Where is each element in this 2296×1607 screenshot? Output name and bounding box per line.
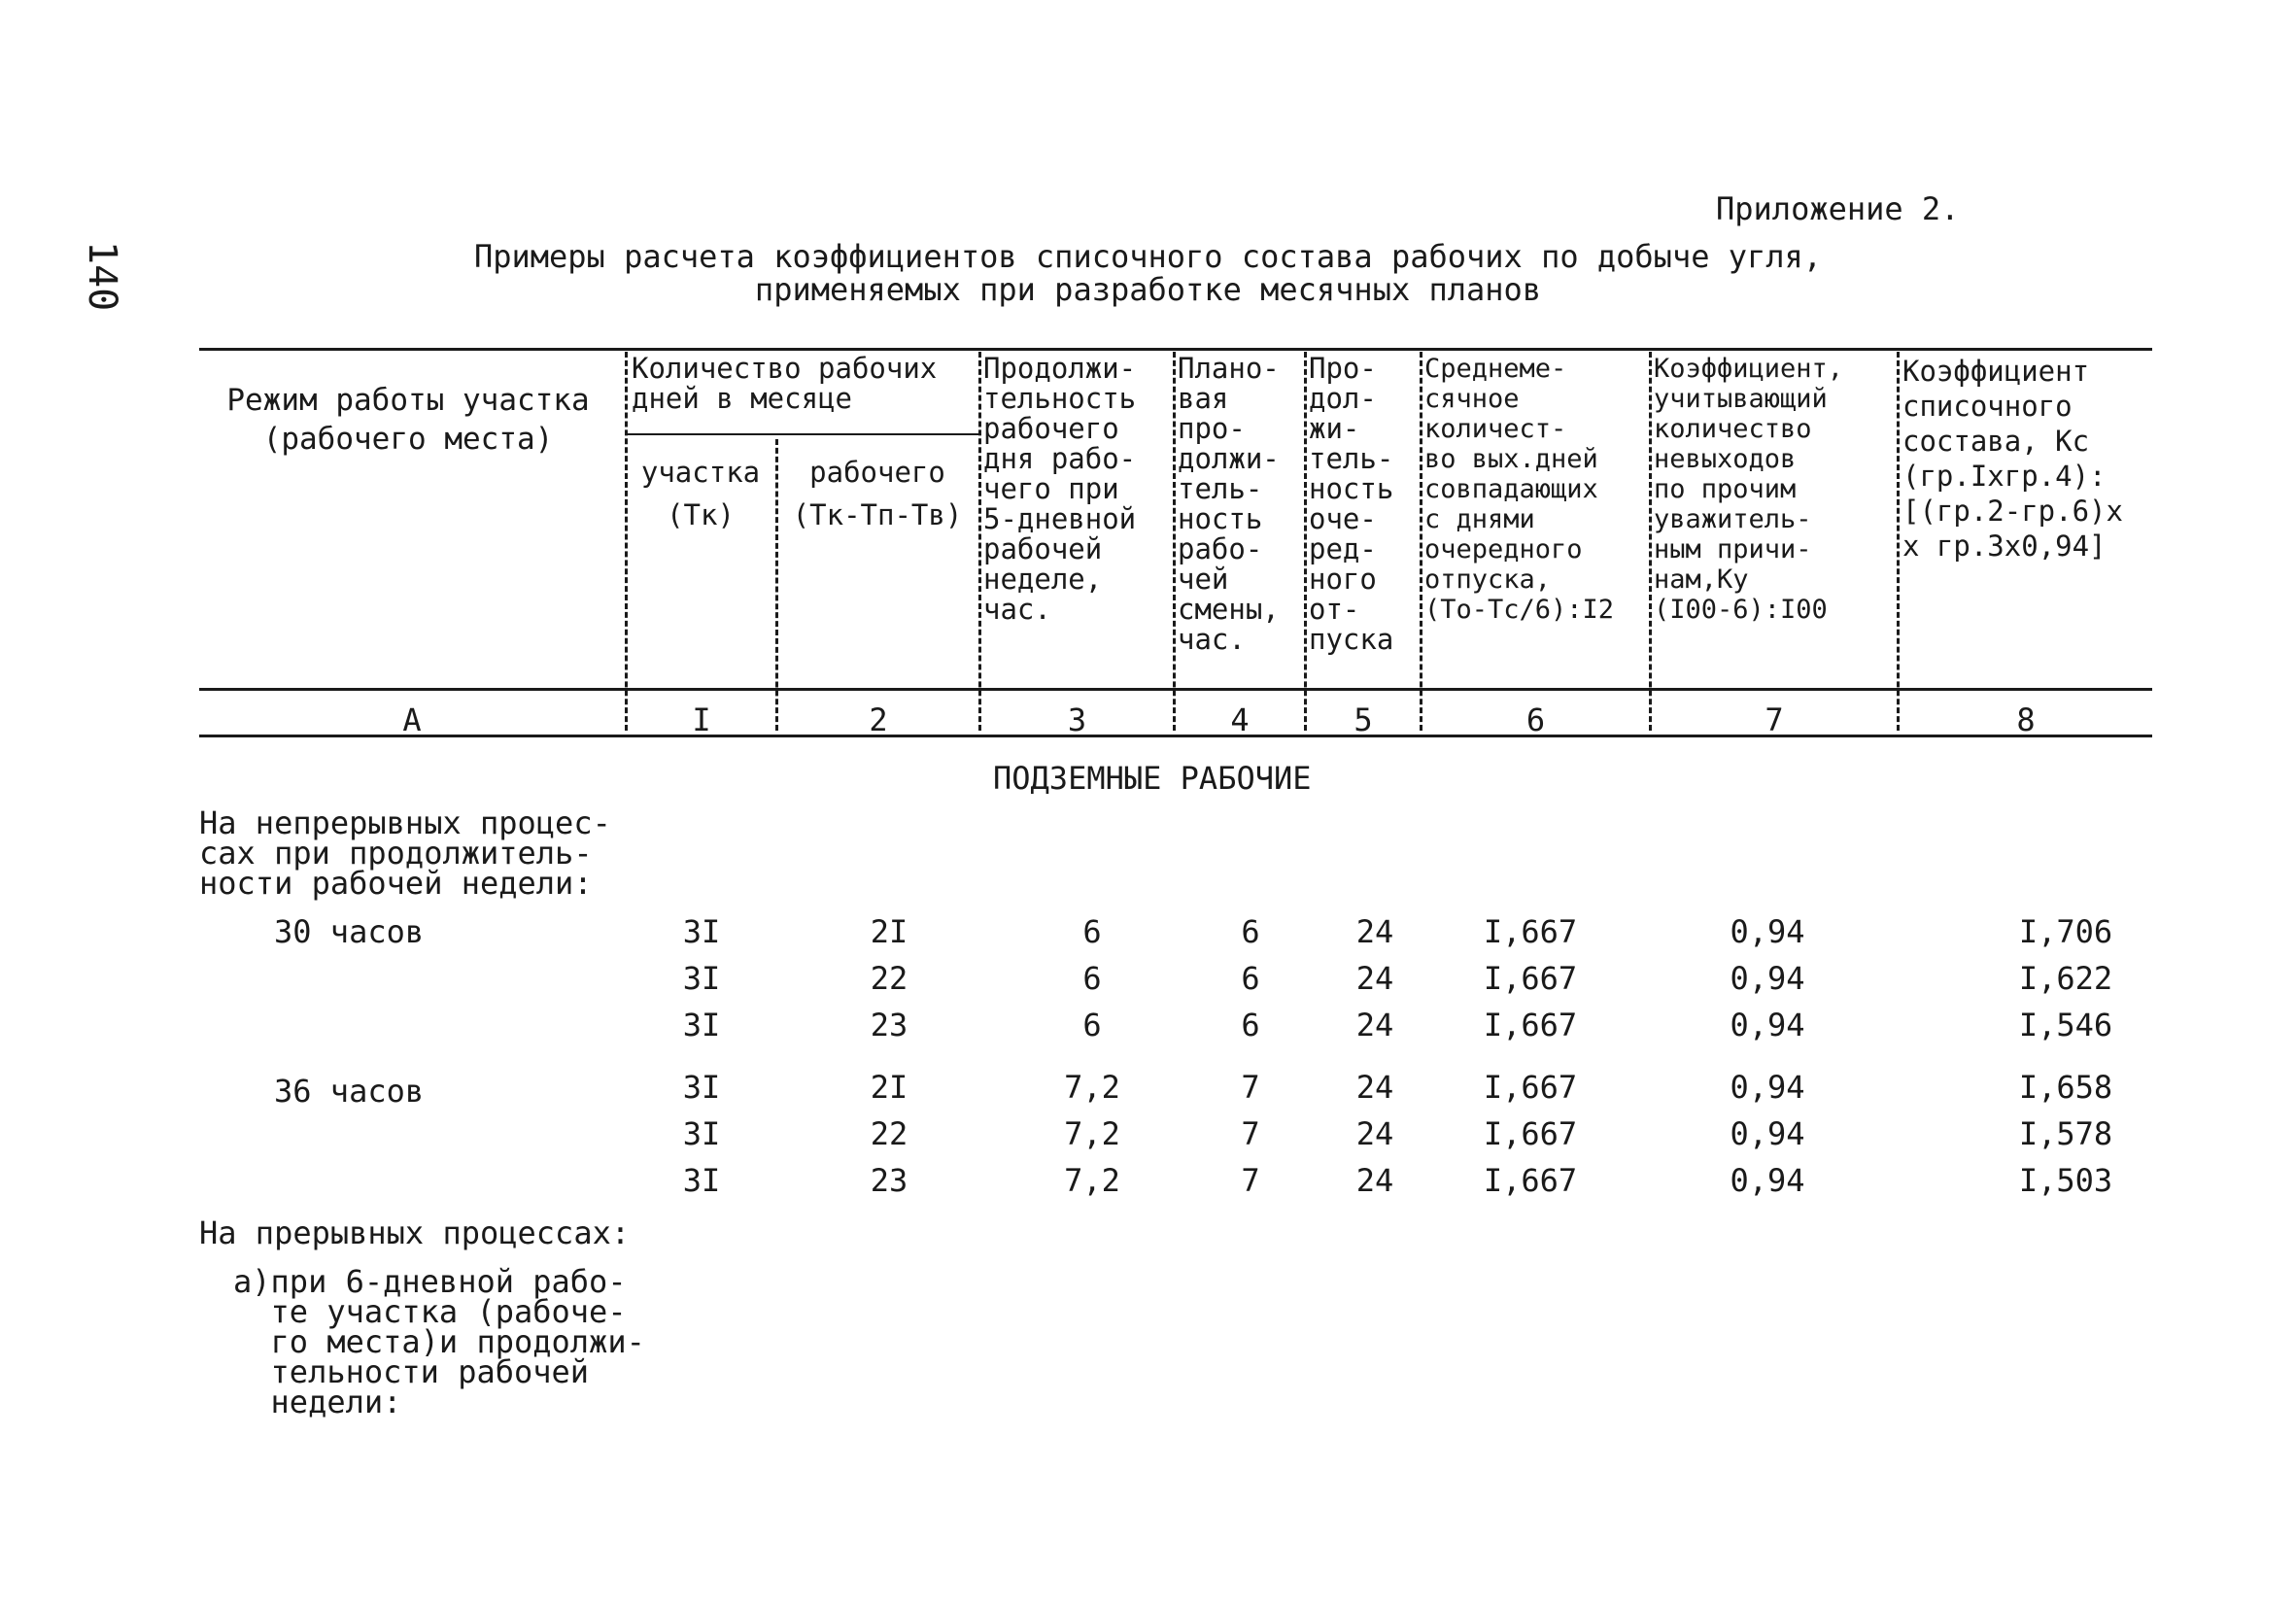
table-cell: 23 (870, 1007, 908, 1043)
table-cell: I,667 (1483, 913, 1578, 950)
table-cell: 2I (870, 1069, 908, 1106)
table-cell: 3I (682, 913, 721, 950)
table-cell: 0,94 (1730, 1115, 1805, 1152)
data-table (641, 913, 2241, 1209)
table-cell: 6 (1241, 960, 1260, 997)
label-continuous: На непрерывных процес- сах при продолжитель- ности рабочей недели: (199, 804, 611, 902)
column-divider (625, 352, 628, 731)
table-cell: I,578 (2018, 1115, 2113, 1152)
table-cell: 6 (1082, 960, 1102, 997)
header-bottom-rule (199, 688, 2152, 691)
table-cell: I,667 (1483, 1069, 1578, 1106)
table-cell: 0,94 (1730, 1069, 1805, 1106)
table-cell: 7 (1241, 1162, 1260, 1199)
page-number: 140 (80, 241, 124, 312)
table-cell: 7,2 (1064, 1069, 1120, 1106)
table-cell: 23 (870, 1162, 908, 1199)
label-30-hours: 30 часов (274, 913, 425, 950)
table-row (641, 1007, 2241, 1053)
column-number: 7 (1765, 701, 1784, 738)
table-cell: 6 (1082, 913, 1102, 950)
column-divider (775, 439, 778, 731)
appendix-label: Приложение 2. (1716, 190, 1960, 227)
column-divider (1897, 352, 1900, 731)
table-row (641, 1053, 2241, 1115)
table-cell: 3I (682, 1007, 721, 1043)
table-cell: I,706 (2018, 913, 2113, 950)
table-cell: 7 (1241, 1115, 1260, 1152)
column-divider (1420, 352, 1422, 731)
header-col4: Плано- вая про- должи- тель- ность рабо- чей смены, час. (1178, 352, 1280, 656)
header-col7: Коэффициент, учитывающий количество невыходов по прочим уважитель- ным причи- нам,Ку (I00-6):I00 (1654, 354, 1844, 625)
column-divider (978, 352, 981, 731)
table-cell: 3I (682, 1162, 721, 1199)
table-cell: 3I (682, 1115, 721, 1152)
table-cell: 22 (870, 1115, 908, 1152)
table-cell: 6 (1241, 1007, 1260, 1043)
table-cell: I,667 (1483, 1115, 1578, 1152)
header-days-group: Количество рабочих дней в месяце (632, 352, 938, 415)
column-number: 5 (1354, 701, 1373, 738)
document-title-line-2: применяемых при разработке месячных планов (754, 271, 1542, 308)
column-number: I (692, 701, 711, 738)
table-row (641, 960, 2241, 1007)
table-cell: 24 (1355, 913, 1394, 950)
section-title: ПОДЗЕМНЫЕ РАБОЧИЕ (993, 760, 1312, 797)
label-intermittent: На прерывных процессах: (199, 1214, 631, 1251)
table-cell: 7,2 (1064, 1115, 1120, 1152)
column-number: 3 (1067, 701, 1087, 738)
column-number: 8 (2016, 701, 2036, 738)
table-cell: I,546 (2018, 1007, 2113, 1043)
column-divider (1173, 352, 1176, 731)
table-cell: I,667 (1483, 1007, 1578, 1043)
data-table-body (641, 913, 2241, 1209)
column-number: 4 (1230, 701, 1250, 738)
header-days-worker: рабочего (Тк-Тп-Тв) (792, 456, 963, 531)
label-sub-a: а)при 6-дневной рабо- те участка (рабоче- го места)и продолжи- тельности рабочей недели: (233, 1263, 645, 1420)
header-mode: Режим работы участка (рабочего места) (226, 383, 590, 457)
label-36-hours: 36 часов (274, 1073, 425, 1110)
table-cell: 7,2 (1064, 1162, 1120, 1199)
header-days-sector: участка (Тк) (640, 456, 761, 531)
table-cell: 0,94 (1730, 960, 1805, 997)
table-cell: 3I (682, 1069, 721, 1106)
table-cell: 0,94 (1730, 913, 1805, 950)
header-col8: Коэффициент списочного состава, Кс (гр.Iхгр.4): [(гр.2-гр.6)х х гр.3х0,94] (1902, 355, 2123, 563)
table-cell: 24 (1355, 960, 1394, 997)
table-cell: 6 (1241, 913, 1260, 950)
table-top-rule (199, 348, 2152, 351)
column-number: 2 (869, 701, 888, 738)
table-cell: I,622 (2018, 960, 2113, 997)
table-row (641, 1115, 2241, 1162)
table-cell: I,503 (2018, 1162, 2113, 1199)
table-cell: 24 (1355, 1007, 1394, 1043)
table-cell: 6 (1082, 1007, 1102, 1043)
table-cell: 2I (870, 913, 908, 950)
table-cell: 24 (1355, 1115, 1394, 1152)
table-cell: I,667 (1483, 1162, 1578, 1199)
table-cell: I,658 (2018, 1069, 2113, 1106)
table-cell: 22 (870, 960, 908, 997)
table-cell: 0,94 (1730, 1162, 1805, 1199)
days-group-rule (627, 433, 978, 435)
column-divider (1649, 352, 1652, 731)
column-number: А (402, 701, 422, 738)
table-cell: 7 (1241, 1069, 1260, 1106)
table-cell: 24 (1355, 1069, 1394, 1106)
column-divider (1304, 352, 1307, 731)
table-row (641, 913, 2241, 960)
table-cell: 3I (682, 960, 721, 997)
column-number: 6 (1525, 701, 1546, 738)
header-col3: Продолжи- тельность рабочего дня рабо- чего при 5-дневной рабочей неделе, час. (983, 352, 1137, 626)
header-col6: Среднеме- сячное количест- во вых.дней совпадающих с днями очередного отпуска, (То-Тс/6):I2 (1424, 354, 1615, 625)
table-cell: 0,94 (1730, 1007, 1805, 1043)
header-col5: Про- дол- жи- тель- ность оче- ред- ного от- пуска (1309, 352, 1394, 656)
table-cell: 24 (1355, 1162, 1394, 1199)
document-title-line-1: Примеры расчета коэффициентов списочного состава рабочих по добыче угля, (473, 238, 1823, 275)
table-cell: I,667 (1483, 960, 1578, 997)
table-row (641, 1162, 2241, 1209)
